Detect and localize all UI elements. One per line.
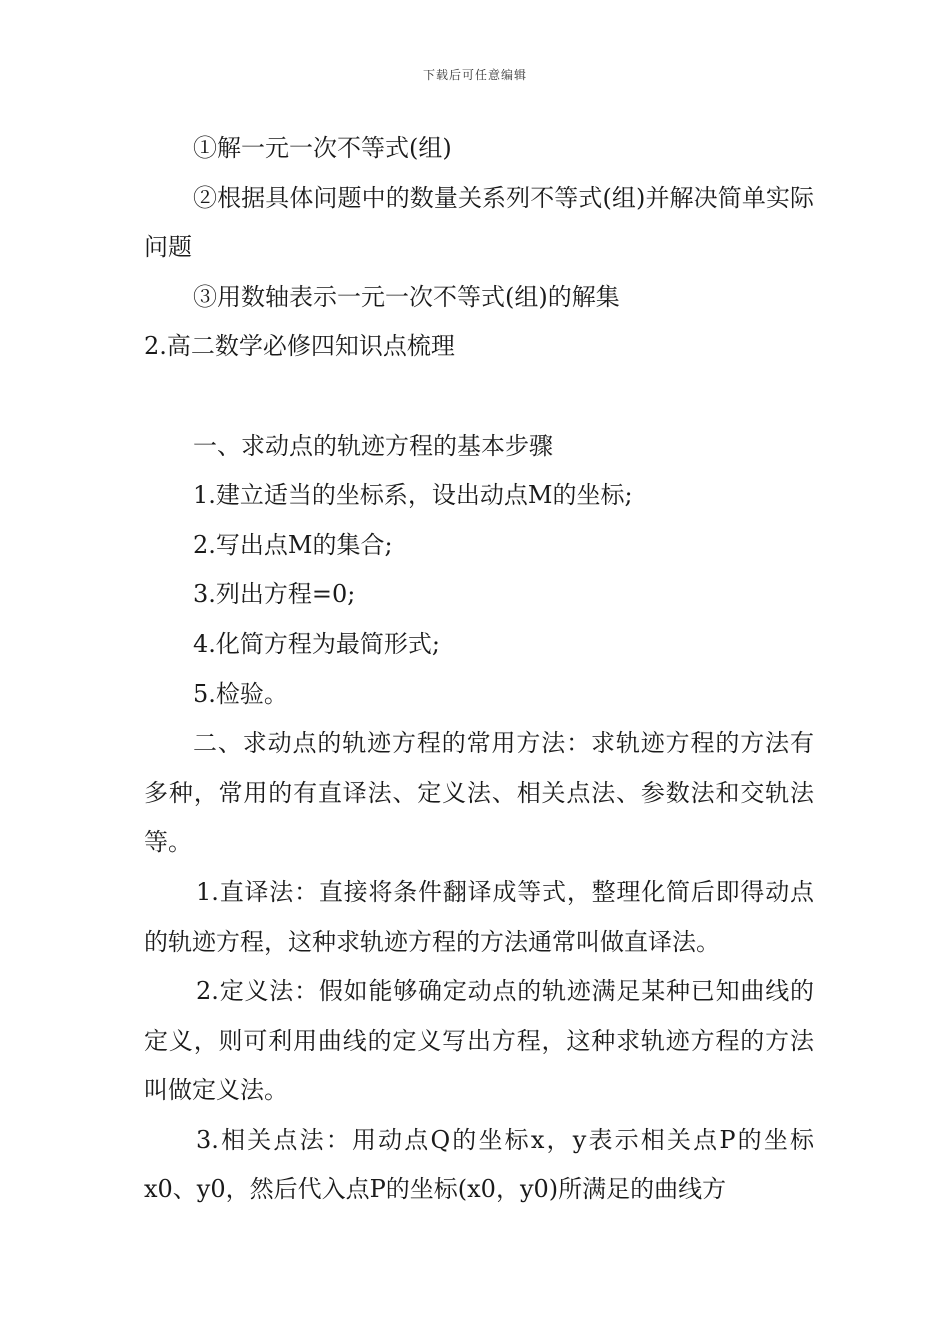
step-item: 1.建立适当的坐标系，设出动点M的坐标;: [193, 481, 633, 510]
step-item: 2.写出点M的集合;: [193, 530, 393, 559]
method-definition: 2.定义法：假如能够确定动点的轨迹满足某种已知曲线的定义，则可利用曲线的定义写出方程，这种求轨迹方程的方法叫做定义法。: [144, 977, 814, 1105]
step-item: 5.检验。: [193, 679, 288, 708]
blank-line: [144, 372, 814, 422]
page-header: 下载后可任意编辑: [422, 68, 527, 82]
part1-title: 一、求动点的轨迹方程的基本步骤: [193, 431, 553, 460]
step-item: 4.化简方程为最简形式;: [193, 629, 440, 658]
paragraph-inequality-2: ②根据具体问题中的数量关系列不等式(组)并解决简单实际问题: [144, 183, 814, 262]
paragraph-inequality-1: ①解一元一次不等式(组): [193, 134, 452, 162]
part2-paragraph: 二、求动点的轨迹方程的常用方法：求轨迹方程的方法有多种，常用的有直译法、定义法、相关点法、参数法和交轨法等。: [144, 729, 814, 857]
paragraph-inequality-3: ③用数轴表示一元一次不等式(组)的解集: [193, 282, 620, 311]
method-direct-translation: 1.直译法：直接将条件翻译成等式，整理化简后即得动点的轨迹方程，这种求轨迹方程的方法通常叫做直译法。: [144, 877, 814, 956]
step-item: 3.列出方程=0;: [193, 580, 356, 609]
document-body: [144, 124, 814, 1215]
method-related-point: 3.相关点法：用动点Q的坐标x，y表示相关点P的坐标x0、y0，然后代入点P的坐标(x0，y0)所满足的曲线方: [144, 1125, 814, 1204]
section-title: 2.高二数学必修四知识点梳理: [144, 332, 455, 361]
